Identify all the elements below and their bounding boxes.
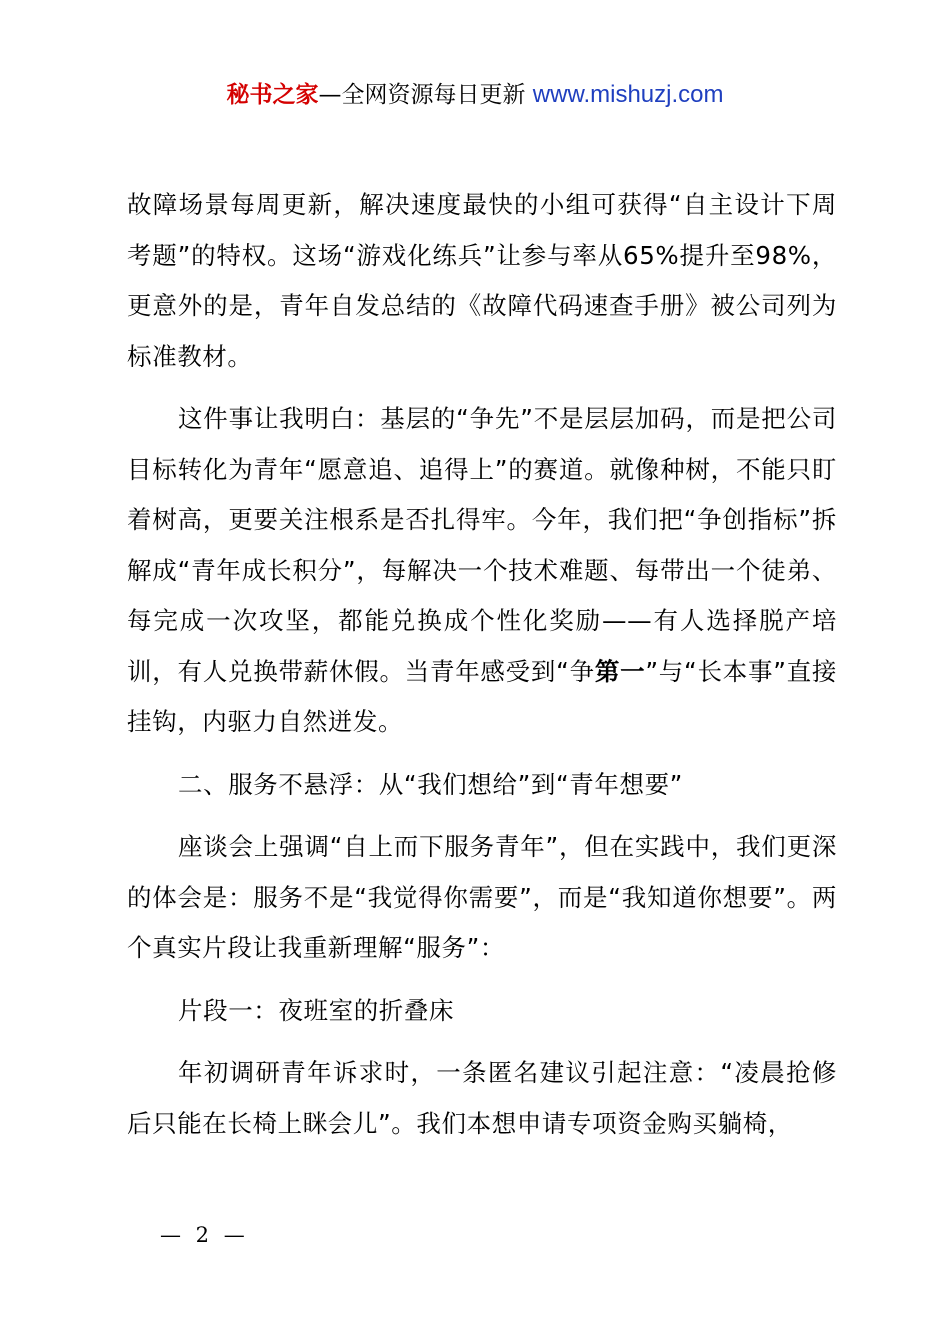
paragraph-2-bold-text: 第一 [594,656,646,686]
paragraph-3: 座谈会上强调“自上而下服务青年”，但在实践中，我们更深的体会是：服务不是“我觉得你需要”，而是“我知道你想要”。两个真实片段让我重新理解“服务”： [127,832,837,962]
brand-name: 秘书之家 [226,82,319,108]
header-tagline: —全网资源每日更新 [318,82,526,108]
paragraph-1: 故障场景每周更新，解决速度最快的小组可获得“自主设计下周考题”的特权。这场“游戏化练兵”让参与率从65%提升至98%，更意外的是，青年自发总结的《故障代码速查手册》被公司列为标准教材。 [127,190,837,371]
page-number: — 2 — [160,1223,249,1247]
section-heading-2: 二、服务不悬浮：从“我们想给”到“青年想要” [178,769,683,799]
subheading-fragment-1: 片段一：夜班室的折叠床 [178,995,455,1025]
paragraph-2 [127,394,837,748]
paragraph-2-tail: ”与“长本事”直接挂钩，内驱力自然迸发。 [127,656,838,736]
site-url[interactable]: www.mishuzj.com [532,81,724,108]
document-body [127,180,837,1161]
site-header [0,78,950,112]
paragraph-4: 年初调研青年诉求时，一条匿名建议引起注意：“凌晨抢修后只能在长椅上眯会儿”。我们本想申请专项资金购买躺椅， [127,1058,837,1138]
paragraph-2-text: 这件事让我明白：基层的“争先”不是层层加码，而是把公司目标转化为青年“愿意追、追得上”的赛道。就像种树，不能只盯着树高，更要关注根系是否扎得牢。今年，我们把“争创指标”拆解成“青年成长积分”，每解决一个技术难题、每带出一个徒弟、每完成一次攻坚，都能兑换成个性化奖励——有人选择脱产培训，有人兑换带薪休假。当青年感受到“争 [127,404,837,686]
